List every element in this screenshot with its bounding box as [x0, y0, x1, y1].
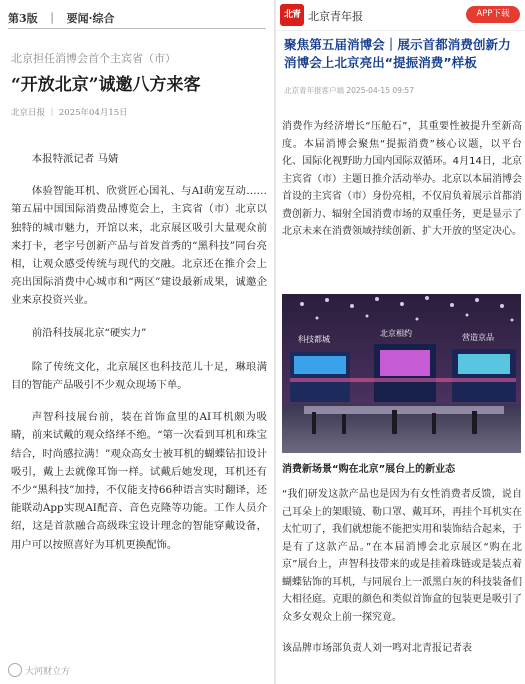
app-download-button[interactable]: APP下载 [466, 6, 520, 23]
article-body [11, 150, 267, 568]
body-paragraph: 消费作为经济增长“压舱石”，其重要性被提升至新高度。本届消博会聚焦“提振消费”核心议题，以平台化、国际化视野助力国内国际双循环。4月14日，北京主宾省（市）主题日推介活动举办。北京以本届消博会首设的主宾省（市）身份亮相，不仅肩负着展示首都消费创新力、辐射全国消费市场的双重任务，更是显示了北京未来在消费领域持续创新、扩大开放的坚定决心。 [282, 121, 522, 237]
newspaper-masthead [8, 8, 266, 29]
app-article-body [282, 118, 522, 241]
masthead-separator: ｜ [46, 12, 58, 25]
watermark-text: 大河财立方 [25, 666, 71, 677]
body-paragraph: 体验智能耳机、欣赏匠心国礼、与AI萌宠互动……第五届中国国际消费品博览会上，主宾省（市）北京以独特的城市魅力，开馆以来，北京展区吸引大量观众前来打卡，老字号创新产品与首发首秀的“黑科技”同台亮相，让观众感受传统与现代的交融。北京还在推介会上亮出国际消费中心城市和“两区”建设最新成果，诚邀企业来京投资兴业。 [11, 185, 267, 307]
app-article-meta: 北京青年报客户端 2025-04-15 09:57 [284, 86, 414, 95]
app-name: 北京青年报 [308, 10, 363, 23]
body-paragraph: 该品牌市场部负责人刘一鸣对北青报记者表 [282, 643, 472, 654]
photo-caption: 消费新场景“购在北京”展台上的新业态 [282, 464, 456, 475]
article-byline: 北京日报 ｜ 2025年04月15日 [11, 108, 128, 118]
exhibition-photo-illustration [282, 294, 521, 453]
body-paragraph: 除了传统文化，北京展区也科技范儿十足，琳琅满目的智能产品吸引不少观众现场下单。 [11, 360, 267, 392]
body-paragraph: “我们研发这款产品也是因为有女性消费者反馈，说自己耳朵上的架眼镜、勒口罩、戴耳环，再挂个耳机实在太忙叨了，我们就想能不能把实用和装饰结合起来，于是有了这款产品。”在本届消博会北京展区“购在北京”展台上，声智科技带来的或是挂着珠链或是装点着蝴蝶钻饰的耳机，与同展台上一派黑白灰的科技装备们大相径庭。克眼的颜色和类似首饰盒的包装更是吸引了众多女观众上前一探究竟。 [282, 489, 522, 623]
app-article-page [276, 0, 525, 684]
photo-sign: 科技都城 [298, 335, 330, 344]
app-article-body-continued [282, 486, 522, 672]
page-label: 第3版 [8, 12, 38, 25]
section-subheading: 前沿科技展北京“硬实力” [31, 326, 147, 339]
app-header [276, 0, 525, 31]
watermark [8, 663, 70, 677]
app-logo-icon: 北青 [280, 4, 304, 26]
app-article-title: 聚焦第五届消博会｜展示首都消费创新力 消博会上北京亮出“提振消费”样板 [284, 37, 511, 70]
reporter-line: 本报特派记者 马婧 [31, 153, 119, 165]
article-headline: “开放北京”诚邀八方来客 [11, 75, 201, 95]
article-subtitle: 北京担任消博会首个主宾省（市） [11, 52, 176, 65]
exhibition-photo [282, 294, 521, 453]
body-paragraph: 声智科技展台前，装在首饰盒里的AI耳机颇为吸睛，前来试戴的观众络绎不绝。“第一次看到耳机和珠宝结合，时尚感拉满！”观众高女士被耳机的蝴蝶钻扣设计吸引，戴上去就像耳饰一样。试戴后她发现，耳机还有不少“黑科技”加持，不仅能支持66种语言实时翻译，还能联动App实现AI配音、音色克隆等功能。工作人员介绍，这是首款融合高级珠宝设计理念的智能穿戴设备，用户可以按照喜好为耳机更换配饰。 [11, 411, 267, 551]
photo-sign: 营造京品 [462, 333, 494, 342]
watermark-icon [8, 663, 22, 677]
photo-sign: 北京相约 [380, 329, 412, 338]
section-label: 要闻·综合 [66, 12, 115, 25]
